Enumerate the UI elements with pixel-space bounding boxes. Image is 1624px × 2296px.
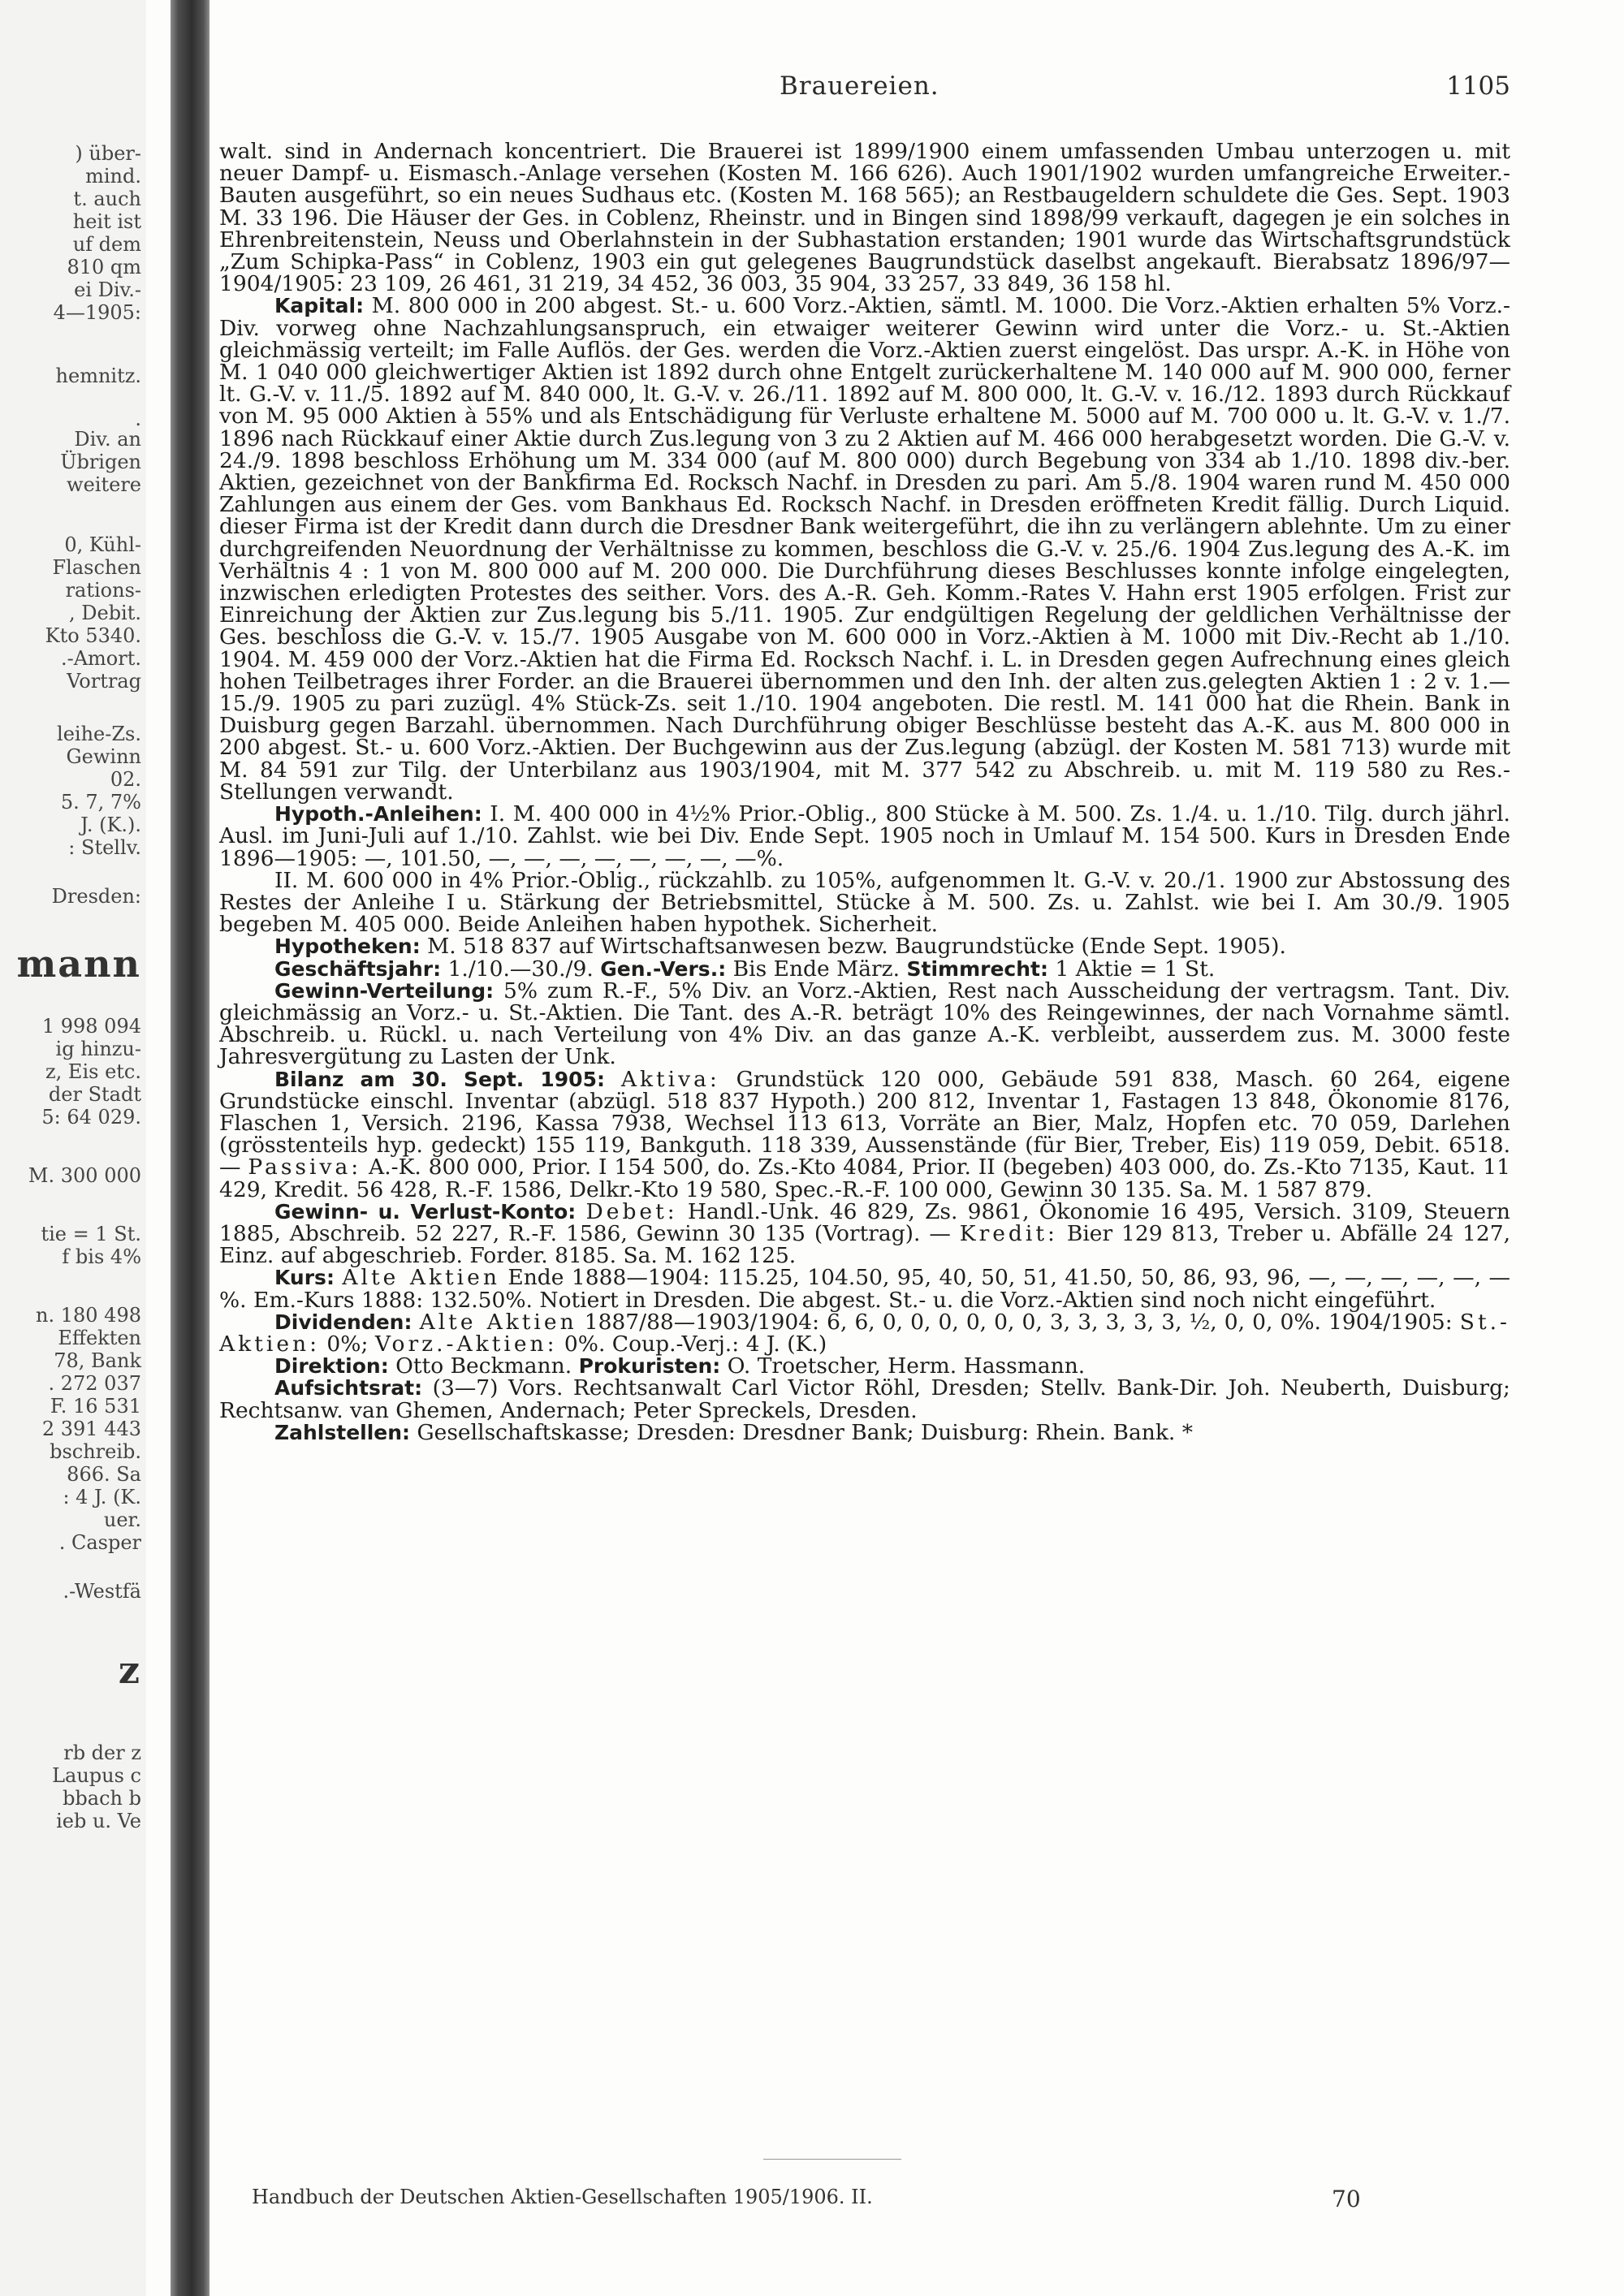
previous-page-fragment: uer. <box>103 1508 141 1531</box>
section-text: 5% zum R.-F., 5% Div. an Vorz.-Aktien, Rest nach Ausscheidung der vertragsm. Tant. Div. gleichmässig an Vorz.- u. St.-Aktien. Die Tant. des A.-R. beträgt 10% des Reingewinnes, der nach Vornahme sämtl. Abschreib. u. Rückl. u. nach Verteilung von 4% Div. an das ganze A.-K. verbleibt, ausserdem zus. M. 3000 feste Jahresvergütung zu Lasten der Unk. <box>219 978 1510 1070</box>
paragraph <box>219 803 1510 870</box>
previous-page-fragment: Übrigen <box>60 451 141 473</box>
previous-page-fragment: 78, Bank <box>54 1349 141 1372</box>
previous-page-fragment: rations- <box>65 579 141 602</box>
section-label: Gen.-Vers.: <box>600 956 727 981</box>
previous-page-fragment: 1 998 094 <box>41 1015 141 1038</box>
previous-page-fragment: Laupus c <box>52 1764 141 1787</box>
section-text: (3—7) Vors. Rechtsanwalt Carl Victor Röhl, Dresden; Stellv. Bank-Dir. Joh. Neuberth, Duisburg; Rechtsanw. van Ghemen, Andernach; Peter Spreckels, Dresden. <box>219 1375 1510 1423</box>
section-label: Hypoth.-Anleihen: <box>274 802 482 826</box>
section-label: Bilanz am 30. Sept. 1905: <box>274 1067 605 1091</box>
section-label: Gewinn-Verteilung: <box>274 978 495 1003</box>
previous-page-fragment: Kto 5340. <box>45 624 141 647</box>
footer <box>252 2186 1518 2212</box>
previous-page-fragment: hemnitz. <box>55 365 141 387</box>
section-text: I. M. 400 000 in 4½% Prior.-Oblig., 800 Stücke à M. 500. Zs. 1./4. u. 1./10. Tilg. durch jährl. Ausl. im Juni-Juli auf 1./10. Zahlst. wie bei Div. Ende Sept. 1905 noch in Umlauf M. 154 500. Kurs in Dresden Ende 1896—1905: —, 101.50, —, —, —, —, —, —, —, —%. <box>219 801 1510 871</box>
previous-page-fragment: ieb u. Ve <box>56 1810 141 1832</box>
previous-page-fragment: tie = 1 St. <box>41 1223 141 1245</box>
section-label: Direktion: <box>274 1354 389 1379</box>
paragraph <box>219 1068 1510 1201</box>
previous-page-fragment: der Stadt <box>48 1083 141 1106</box>
section-text: Debet: Handl.-Unk. 46 829, Zs. 9861, Ökonomie 16 495, Versich. 3109, Steuern 1885, Abschreib. 52 227, R.-F. 1586, Gewinn 30 135 (Vortrag). — Kredit: Bier 129 813, Treber u. Abfälle 24 127, Einz. auf abgeschrieb. Forder. 8185. Sa. M. 162 125. <box>219 1198 1511 1269</box>
paragraph <box>219 1377 1510 1421</box>
paragraph <box>219 1265 1510 1313</box>
footer-text: Handbuch der Deutschen Aktien-Gesellschaften 1905/1906. II. <box>252 2186 873 2208</box>
paragraph <box>219 958 1510 980</box>
section-text: walt. sind in Andernach koncentriert. Die Brauerei ist 1899/1900 einem umfassenden Umbau unterzogen u. mit neuer Dampf- u. Eismasch.-Anlage versehen (Kosten M. 166 626). Auch 1901/1902 wurden umfangreiche Erweiter.-Bauten ausgeführt, so ein neues Sudhaus etc. (Kosten M. 168 565); an Restbaugeldern schuldete die Ges. Sept. 1903 M. 33 196. Die Häuser der Ges. in Coblenz, Rheinstr. und in Bingen sind 1898/99 verkauft, dagegen je ein solches in Ehrenbreitenstein, Neuss und Oberlahnstein in der Subhastation erstanden; 1901 wurde das Wirtschaftsgrundstück „Zum Schipka-Pass“ in Coblenz, 1903 ein gut gelegenes Baugrundstück daselbst angekauft. Bierabsatz 1896/97—1904/1905: 23 109, 26 461, 31 219, 34 452, 36 003, 35 904, 33 257, 33 849, 36 158 hl. <box>219 139 1510 297</box>
paragraph <box>219 1311 1510 1355</box>
section-label: Stimmrecht: <box>906 956 1048 981</box>
previous-page-fragment: t. auch <box>73 188 141 210</box>
previous-page-fragment: . <box>135 408 141 430</box>
section-text: Aktiva: Grundstück 120 000, Gebäude 591 838, Masch. 60 264, eigene Grundstücke einschl. Inventar (abzügl. 518 837 Hypoth.) 200 812, Inventar 1, Fastagen 13 848, Ökonomie 8176, Flaschen 1, Versich. 2196, Kassa 7938, Wechsel 113 613, Vorräte an Bier, Malz, Hopfen etc. 70 059, Darlehen (grösstenteils hyp. gedeckt) 155 119, Bankguth. 118 339, Aussenstände (für Bier, Treber, Eis) 119 059, Debit. 6518. — Passiva: A.-K. 800 000, Prior. I 154 500, do. Zs.-Kto 4084, Prior. II (begeben) 403 000, do. Zs.-Kto 7135, Kaut. 11 429, Kredit. 56 428, R.-F. 1586, Delkr.-Kto 19 580, Spec.-R.-F. 100 000, Gewinn 30 135. Sa. M. 1 587 879. <box>219 1066 1510 1202</box>
previous-page-fragment: Effekten <box>58 1327 141 1349</box>
paragraph <box>219 140 1510 295</box>
previous-page-fragment: uf dem <box>72 233 141 256</box>
section-label: Dividenden: <box>274 1310 412 1334</box>
previous-page-fragment: : Stellv. <box>68 836 141 859</box>
section-text: Otto Beckmann. <box>395 1353 572 1379</box>
previous-page-fragment: mann <box>16 942 141 986</box>
previous-page-fragment: Flaschen <box>52 556 141 579</box>
section-label: Kapital: <box>274 294 365 318</box>
previous-page-fragment: z, Eis etc. <box>45 1060 141 1083</box>
previous-page-fragment: Div. an <box>74 428 141 451</box>
paragraph <box>219 867 1510 938</box>
paragraph <box>219 1198 1511 1269</box>
page-number: 1105 <box>1446 71 1510 101</box>
section-text: Bis Ende März. <box>732 956 901 982</box>
paragraph <box>219 1419 1510 1445</box>
section-label: Geschäftsjahr: <box>274 956 442 981</box>
section-text: M. 518 837 auf Wirtschaftsanwesen bezw. Baugrundstücke (Ende Sept. 1905). <box>427 934 1286 960</box>
previous-page-fragment: .-Amort. <box>60 647 141 670</box>
section-text: 1 Aktie = 1 St. <box>1055 956 1216 982</box>
footer-rule <box>763 2159 901 2160</box>
running-head-title: Brauereien. <box>780 71 939 101</box>
previous-page-fragment: . 272 037 <box>48 1372 141 1395</box>
previous-page-fragment: 0, Kühl- <box>64 533 141 556</box>
section-text: Alte Aktien Ende 1888—1904: 115.25, 104.50, 95, 40, 50, 51, 41.50, 50, 86, 93, 96, —, —, —, —, —, —%. Em.-Kurs 1888: 132.50%. Notiert in Dresden. Die abgest. St.- u. die Vorz.-Aktien sind noch nicht eingeführt. <box>219 1265 1510 1313</box>
previous-page-fragment: bschreib. <box>50 1440 141 1463</box>
page <box>219 0 1624 2296</box>
previous-page-fragment: 4—1905: <box>53 301 141 324</box>
previous-page-fragment: 5: 64 029. <box>41 1106 141 1129</box>
section-label: Kurs: <box>274 1266 335 1290</box>
section-label: Aufsichtsrat: <box>274 1376 423 1400</box>
section-text: Gesellschaftskasse; Dresden: Dresdner Bank; Duisburg: Rhein. Bank. * <box>417 1419 1194 1445</box>
section-label: Zahlstellen: <box>274 1420 411 1444</box>
previous-page-fragment: J. (K.). <box>80 814 141 836</box>
sheet-number: 70 <box>1332 2186 1361 2212</box>
article-body <box>219 140 1510 1444</box>
previous-page-fragment: mind. <box>85 165 141 188</box>
previous-page-edge <box>0 0 146 2296</box>
previous-page-fragment: 866. Sa <box>67 1463 141 1486</box>
previous-page-fragment: heit ist <box>72 210 141 233</box>
previous-page-fragment: leihe-Zs. <box>57 723 141 745</box>
previous-page-fragment: rb der z <box>63 1741 141 1764</box>
previous-page-fragment: ig hinzu- <box>55 1038 141 1060</box>
previous-page-fragment: ) über- <box>75 142 141 165</box>
section-text: M. 800 000 in 200 abgest. St.- u. 600 Vorz.-Aktien, sämtl. M. 1000. Die Vorz.-Aktien erhalten 5% Vorz.-Div. vorweg ohne Nachzahlungsanspruch, ein etwaiger weiterer Gewinn wird unter die Vorz.- u. St.-Aktien gleichmässig verteilt; im Falle Auflös. der Ges. werden die Vorz.-Aktien zuerst eingelöst. Das urspr. A.-K. in Höhe von M. 1 040 000 gleichwertiger Aktien ist 1892 durch ohne Entgelt zurückerhaltene M. 140 000 auf M. 900 000, ferner lt. G.-V. v. 11./5. 1892 auf M. 840 000, lt. G.-V. v. 26./11. 1892 auf M. 800 000, lt. G.-V. v. 16./12. 1893 durch Rückkauf von M. 95 000 Aktien à 55% und als Entschädigung für Verluste erhaltene M. 5000 auf M. 700 000 u. lt. G.-V. v. 1./7. 1896 nach Rückkauf einer Aktie durch Zus.legung von 3 zu 2 Aktien auf M. 466 000 herabgesetzt worden. Die G.-V. v. 24./9. 1898 beschloss Erhöhung um M. 334 000 (auf M. 800 000) durch Begebung von 334 ab 1./10. 1898 div.-ber. Aktien, gezeichnet von der Bankfirma Ed. Rocksch Nachf. in Dresden zu pari. Am 5./8. 1904 waren rund M. 450 000 Zahlungen aus einem der Ges. vom Bankhaus Ed. Rocksch Nachf. in Dresden eröffneten Kredit fällig. Durch Liquid. dieser Firma ist der Kredit dann durch die Dresdner Bank weitergeführt, die ihn zu verlängern ablehnte. Um zu einer durchgreifenden Neuordnung der Verhältnisse zu kommen, beschloss die G.-V. v. 25./6. 1904 Zus.legung des A.-K. im Verhältnis 4 : 1 von M. 800 000 auf M. 200 000. Die Durchführung dieses Beschlusses konnte infolge eingelegten, inzwischen erledigten Protestes des seither. Vors. des A.-R. Geh. Komm.-Rates V. Hahn erst 1905 erfolgen. Frist zur Einreichung der Aktien zur Zus.legung bis 5./11. 1905. Zur endgültigen Regelung der geldlichen Verhältnisse der Ges. beschloss die G.-V. v. 15./7. 1905 Ausgabe von M. 600 000 in Vorz.-Aktien à M. 1000 mit Div.-Recht ab 1./10. 1904. M. 459 000 der Vorz.-Aktien hat die Firma Ed. Rocksch Nachf. i. L. in Dresden gegen Aufrechnung eines gleich hohen Teilbetrages ihrer Forder. an die Brauerei übernommen und den Inh. der alten zus.gelegten Aktien 1 : 2 v. 1.—15./9. 1905 zu pari zuzügl. 4% Stück-Zs. seit 1./10. 1904 angeboten. Die restl. M. 141 000 hat die Rhein. Bank in Duisburg gegen Barzahl. übernommen. Nach Durchführung obiger Beschlüsse besteht das A.-K. aus M. 800 000 in 200 abgest. St.- u. 600 Vorz.-Aktien. Der Buchgewinn aus der Zus.legung (abzügl. der Kosten M. 581 713) wurde mit M. 84 591 zur Tilg. der Unterbilanz aus 1903/1904, mit M. 377 542 zu Abschreib. u. mit M. 119 580 zu Res.-Stellungen verwandt. <box>219 293 1510 805</box>
previous-page-fragment: 810 qm <box>67 256 141 278</box>
paragraph <box>219 1355 1510 1377</box>
previous-page-fragment: n. 180 498 <box>36 1304 141 1327</box>
previous-page-fragment: : 4 J. (K. <box>63 1486 141 1508</box>
section-label: Hypotheken: <box>274 934 421 959</box>
previous-page-fragment: f bis 4% <box>62 1245 141 1268</box>
previous-page-fragment: ei Div.- <box>74 278 141 301</box>
previous-page-fragment: Gewinn <box>66 745 141 768</box>
paragraph <box>219 295 1510 803</box>
previous-page-fragment: weitere <box>67 473 141 496</box>
previous-page-fragment: .-Westfä <box>63 1580 141 1603</box>
previous-page-fragment: , Debit. <box>68 602 141 624</box>
section-text: O. Troetscher, Herm. Hassmann. <box>727 1353 1086 1379</box>
previous-page-fragment: 02. <box>110 768 141 791</box>
section-text: II. M. 600 000 in 4% Prior.-Oblig., rückzahlb. zu 105%, aufgenommen lt. G.-V. v. 20./1. 1900 zur Abstossung des Restes der Anleihe I u. Stärkung der Betriebsmittel, Stücke à M. 500. Zs. u. Zahlst. wie bei I. Am 30./9. 1905 begeben M. 405 000. Beide Anleihen haben hypothek. Sicherheit. <box>219 867 1510 938</box>
previous-page-fragment: F. 16 531 <box>50 1395 141 1418</box>
previous-page-fragment: z <box>118 1648 141 1692</box>
paragraph <box>219 980 1510 1068</box>
previous-page-fragment: M. 300 000 <box>28 1164 141 1187</box>
previous-page-fragment: bbach b <box>63 1787 141 1810</box>
previous-page-fragment: Vortrag <box>67 670 141 693</box>
section-label: Prokuristen: <box>578 1354 721 1379</box>
previous-page-fragment: 5. 7, 7% <box>60 791 141 814</box>
section-label: Gewinn- u. Verlust-Konto: <box>274 1199 577 1224</box>
section-text: Alte Aktien 1887/88—1903/1904: 6, 6, 0, 0, 0, 0, 0, 0, 3, 3, 3, 3, 3, ½, 0, 0, 0%. 1904/1905: St.-Aktien: 0%; Vorz.-Aktien: 0%. Coup.-Verj.: 4 J. (K.) <box>219 1309 1510 1357</box>
previous-page-fragment: 2 391 443 <box>41 1418 141 1440</box>
previous-page-fragment: . Casper <box>58 1531 141 1554</box>
previous-page-fragment: Dresden: <box>51 885 141 908</box>
book-gutter <box>171 0 209 2296</box>
section-text: 1./10.—30./9. <box>447 956 594 982</box>
paragraph <box>219 934 1510 960</box>
